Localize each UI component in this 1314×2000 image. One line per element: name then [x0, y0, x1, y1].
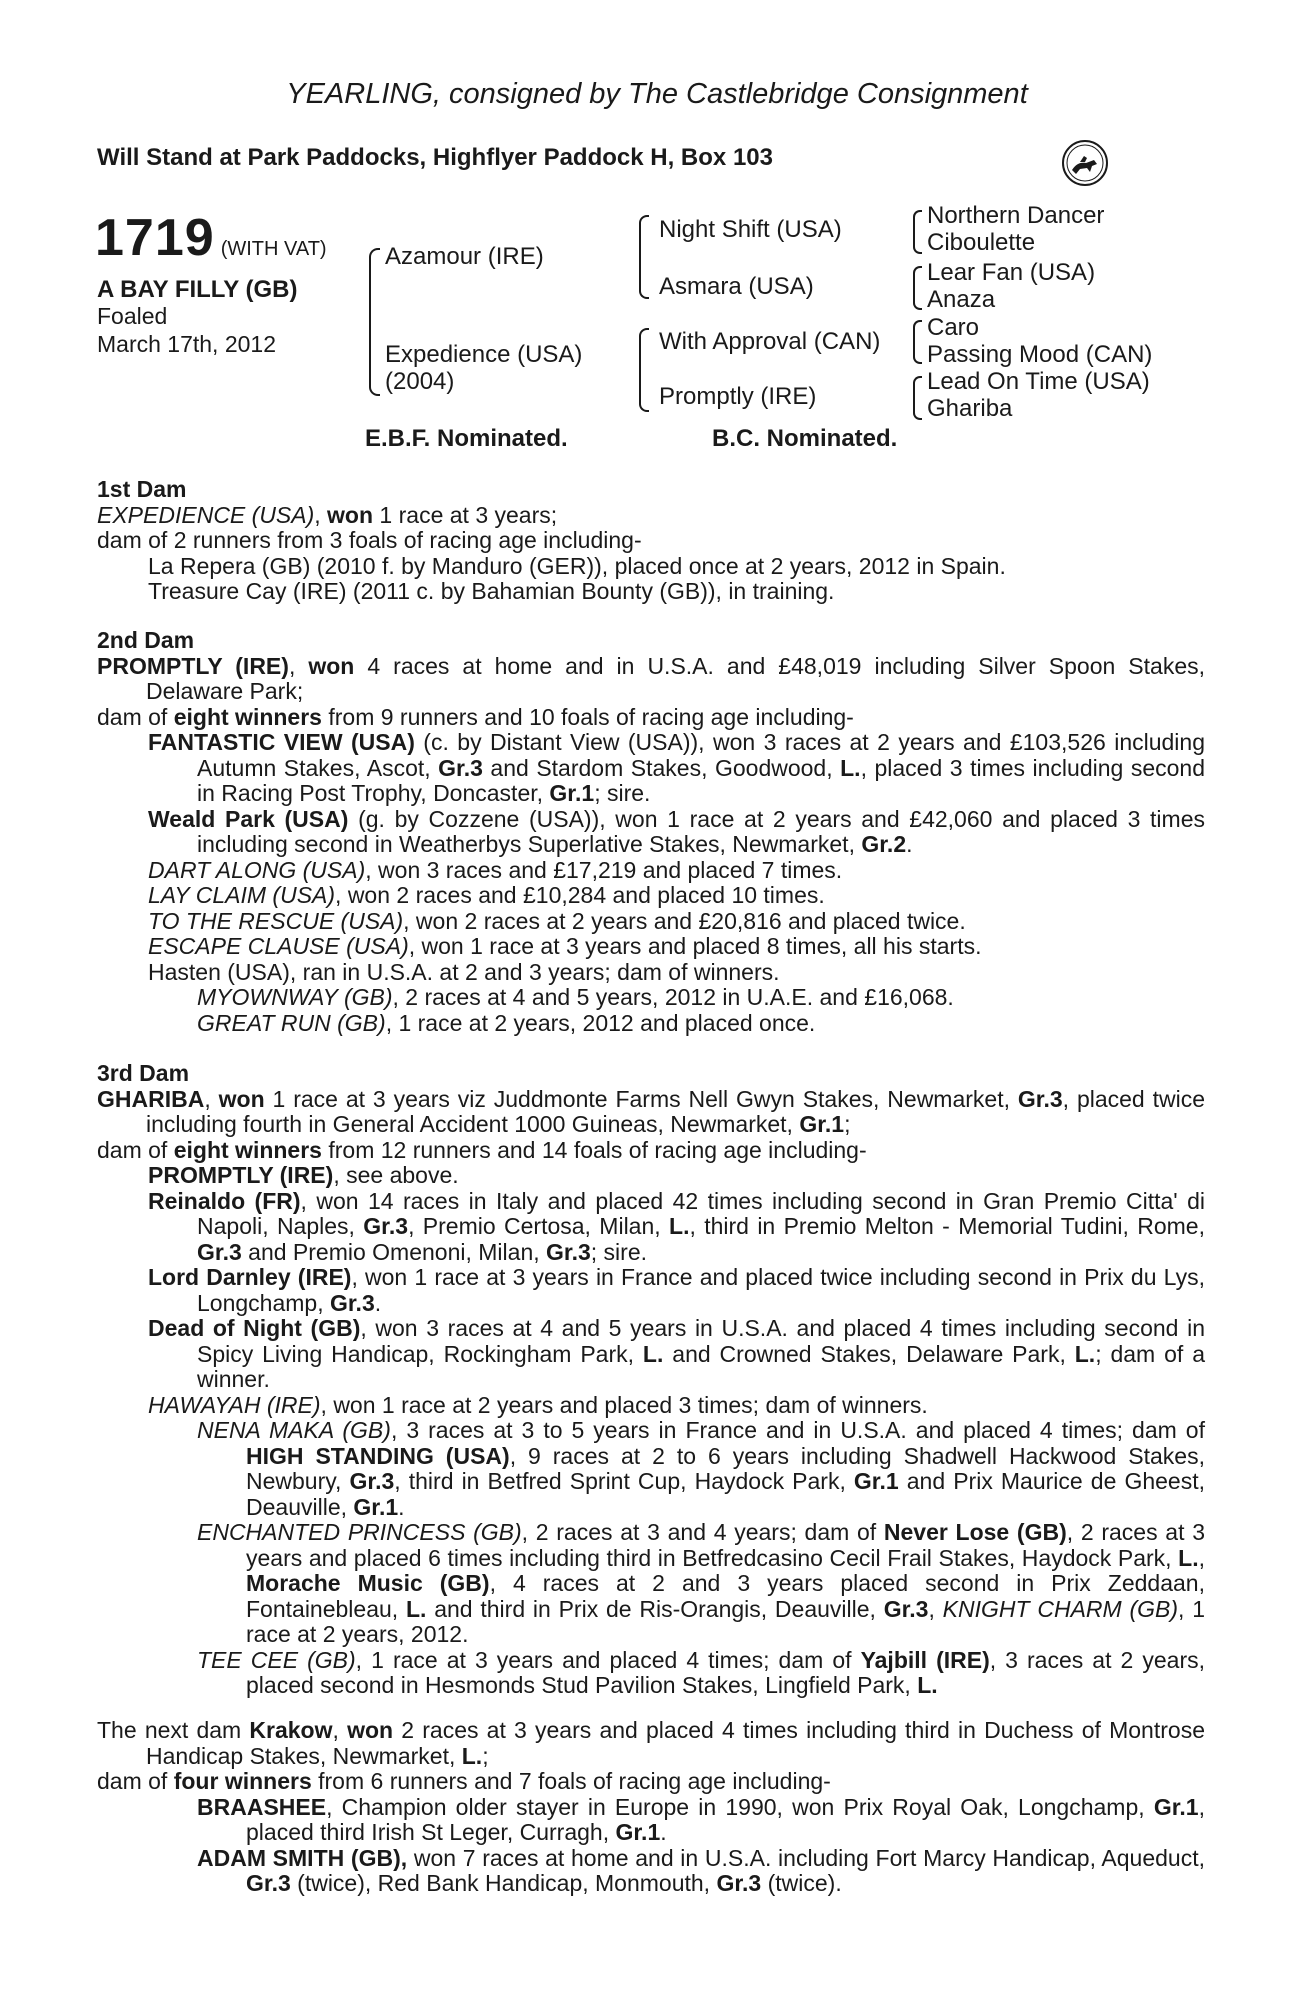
horse-description: A BAY FILLY (GB) [97, 276, 298, 303]
produce-entry: TO THE RESCUE (USA), won 2 races at 2 years and £20,816 and placed twice. [148, 907, 966, 934]
pedigree-g3-6: Passing Mood (CAN) [927, 341, 1153, 368]
produce-summary: dam of four winners from 6 runners and 7 foals of racing age including- [97, 1768, 831, 1794]
next-dam-section [97, 1718, 1205, 1897]
foaled-label: Foaled [97, 303, 168, 329]
produce-entry: BRAASHEE, Champion older stayer in Europe in 1990, won Prix Royal Oak, Longchamp, Gr.1, placed third Irish St Leger, Curragh, Gr.1. [197, 1793, 1205, 1845]
produce-entry: La Repera (GB) (2010 f. by Manduro (GER)), placed once at 2 years, 2012 in Spain. [148, 552, 1006, 579]
produce-entry: FANTASTIC VIEW (USA) (c. by Distant View (USA)), won 3 races at 2 years and £103,526 including Autumn Stakes, Ascot, Gr.3 and Stardom Stakes, Goodwood, L., placed 3 times including second in Racing Post Trophy, Doncaster, Gr.1; sire. [148, 729, 1205, 806]
pedigree-sire-dam: Asmara (USA) [659, 273, 814, 300]
pedigree-brace [913, 320, 922, 364]
pedigree-brace [913, 376, 922, 420]
pedigree-brace [913, 210, 922, 254]
vat-note: (WITH VAT) [220, 238, 327, 260]
produce-entry: MYOWNWAY (GB), 2 races at 4 and 5 years, 2012 in U.A.E. and £16,068. [197, 984, 954, 1010]
produce-entry: LAY CLAIM (USA), won 2 races and £10,284 and placed 10 times. [148, 882, 825, 908]
lot-number: 1719 [95, 209, 215, 267]
first-dam-section [97, 477, 1205, 605]
pedigree-sire: Azamour (IRE) [385, 243, 544, 270]
pedigree-dam: Expedience (USA) [385, 341, 583, 368]
dam-entry: EXPEDIENCE (USA), won 1 race at 3 years; [97, 501, 558, 528]
stand-location: Will Stand at Park Paddocks, Highflyer Paddock H, Box 103 [97, 144, 773, 171]
pedigree-g3-5: Caro [927, 314, 980, 341]
produce-entry: Lord Darnley (IRE), won 1 race at 3 years in France and placed twice including second in Prix du Lys, Longchamp, Gr.3. [148, 1264, 1205, 1316]
produce-entry: Weald Park (USA) (g. by Cozzene (USA)), won 1 race at 2 years and £42,060 and placed 3 times including second in Weatherbys Superlative Stakes, Newmarket, Gr.2. [148, 805, 1205, 857]
produce-entry: Hasten (USA), ran in U.S.A. at 2 and 3 years; dam of winners. [148, 958, 780, 985]
foaled-info [97, 302, 276, 358]
dam-entry: GHARIBA, won 1 race at 3 years viz Juddmonte Farms Nell Gwyn Stakes, Newmarket, Gr.3, placed twice including fourth in General Accident 1000 Guineas, Newmarket, Gr.1; [97, 1085, 1206, 1137]
dam-entry: The next dam Krakow, won 2 races at 3 years and placed 4 times including third in Duchess of Montrose Handicap Stakes, Newmarket, L.; [97, 1717, 1205, 1769]
produce-entry: TEE CEE (GB), 1 race at 3 years and placed 4 times; dam of Yajbill (IRE), 3 races at 2 years, placed second in Hesmonds Stud Pavilion Stakes, Lingfield Park, L. [197, 1646, 1206, 1698]
pedigree-brace [639, 215, 649, 299]
produce-entry: PROMPTLY (IRE), see above. [148, 1162, 459, 1188]
produce-entry: Reinaldo (FR), won 14 races in Italy and placed 42 times including second in Gran Premio Citta' di Napoli, Naples, Gr.3, Premio Certosa, Milan, L., third in Premio Melton - Memorial Tudini, Rome, Gr.3 and Premio Omenoni, Milan, Gr.3; sire. [148, 1187, 1205, 1265]
produce-summary: dam of eight winners from 9 runners and 10 foals of racing age including- [97, 703, 854, 730]
produce-entry: ESCAPE CLAUSE (USA), won 1 race at 3 years and placed 8 times, all his starts. [148, 933, 982, 959]
lot-number-block [95, 208, 327, 268]
pedigree-g3-4: Anaza [927, 286, 996, 313]
pedigree-sire-sire: Night Shift (USA) [659, 216, 842, 243]
pedigree-brace [639, 328, 649, 412]
produce-entry: NENA MAKA (GB), 3 races at 3 to 5 years in France and in U.S.A. and placed 4 times; dam of HIGH STANDING (USA), 9 races at 2 to 6 years including Shadwell Hackwood Stakes, Newbury, Gr.3, third in Betfred Sprint Cup, Haydock Park, Gr.1 and Prix Maurice de Gheest, Deauville, Gr.1. [197, 1417, 1205, 1520]
pedigree-dam-year: (2004) [385, 368, 455, 395]
produce-entry: DART ALONG (USA), won 3 races and £17,219 and placed 7 times. [148, 856, 843, 883]
bobis-logo [1060, 138, 1110, 188]
pedigree-g3-7: Lead On Time (USA) [927, 368, 1150, 395]
produce-entry: GREAT RUN (GB), 1 race at 2 years, 2012 and placed once. [197, 1009, 816, 1036]
third-dam-section [97, 1061, 1205, 1699]
produce-entry: ENCHANTED PRINCESS (GB), 2 races at 3 and 4 years; dam of Never Lose (GB), 2 races at 3 years and placed 6 times including third in Betfredcasino Cecil Frail Stakes, Haydock Park, L., Morache Music (GB), 4 races at 2 and 3 years placed second in Prix Zeddaan, Fontainebleau, L. and third in Prix de Ris-Orangis, Deauville, Gr.3, KNIGHT CHARM (GB), 1 race at 2 years, 2012. [197, 1519, 1205, 1647]
pedigree-g3-1: Northern Dancer [927, 202, 1105, 229]
produce-summary: dam of eight winners from 12 runners and 14 foals of racing age including- [97, 1136, 867, 1163]
foaled-date: March 17th, 2012 [97, 331, 277, 357]
produce-summary: dam of 2 runners from 3 foals of racing age including- [97, 527, 642, 553]
section-heading: 3rd Dam [97, 1060, 190, 1086]
ebf-nominated: E.B.F. Nominated. [365, 425, 568, 452]
bc-nominated: B.C. Nominated. [712, 425, 898, 452]
section-heading: 2nd Dam [97, 627, 195, 653]
bobis-logo-icon [1060, 138, 1110, 188]
dam-entry: PROMPTLY (IRE), won 4 races at home and in U.S.A. and £48,019 including Silver Spoon Stakes, Delaware Park; [97, 652, 1205, 704]
pedigree-g3-2: Ciboulette [927, 229, 1036, 256]
produce-entry: Treasure Cay (IRE) (2011 c. by Bahamian Bounty (GB)), in training. [148, 578, 835, 604]
pedigree-g3-8: Ghariba [927, 395, 1013, 422]
produce-entry: Dead of Night (GB), won 3 races at 4 and 5 years in U.S.A. and placed 4 times including second in Spicy Living Handicap, Rockingham Park, L. and Crowned Stakes, Delaware Park, L.; dam of a winner. [148, 1315, 1205, 1392]
pedigree-brace [913, 266, 922, 310]
second-dam-section [97, 628, 1205, 1036]
page-title: YEARLING, consigned by The Castlebridge Consignment [286, 78, 1028, 110]
pedigree-dam-dam: Promptly (IRE) [659, 383, 817, 410]
produce-entry: HAWAYAH (IRE), won 1 race at 2 years and placed 3 times; dam of winners. [148, 1391, 928, 1418]
pedigree-brace [369, 248, 380, 396]
produce-entry: ADAM SMITH (GB), won 7 races at home and in U.S.A. including Fort Marcy Handicap, Aqueduct, Gr.3 (twice), Red Bank Handicap, Monmouth, Gr.3 (twice). [197, 1844, 1205, 1896]
pedigree-g3-3: Lear Fan (USA) [927, 259, 1096, 286]
section-heading: 1st Dam [97, 476, 187, 502]
pedigree-dam-sire: With Approval (CAN) [659, 328, 881, 355]
